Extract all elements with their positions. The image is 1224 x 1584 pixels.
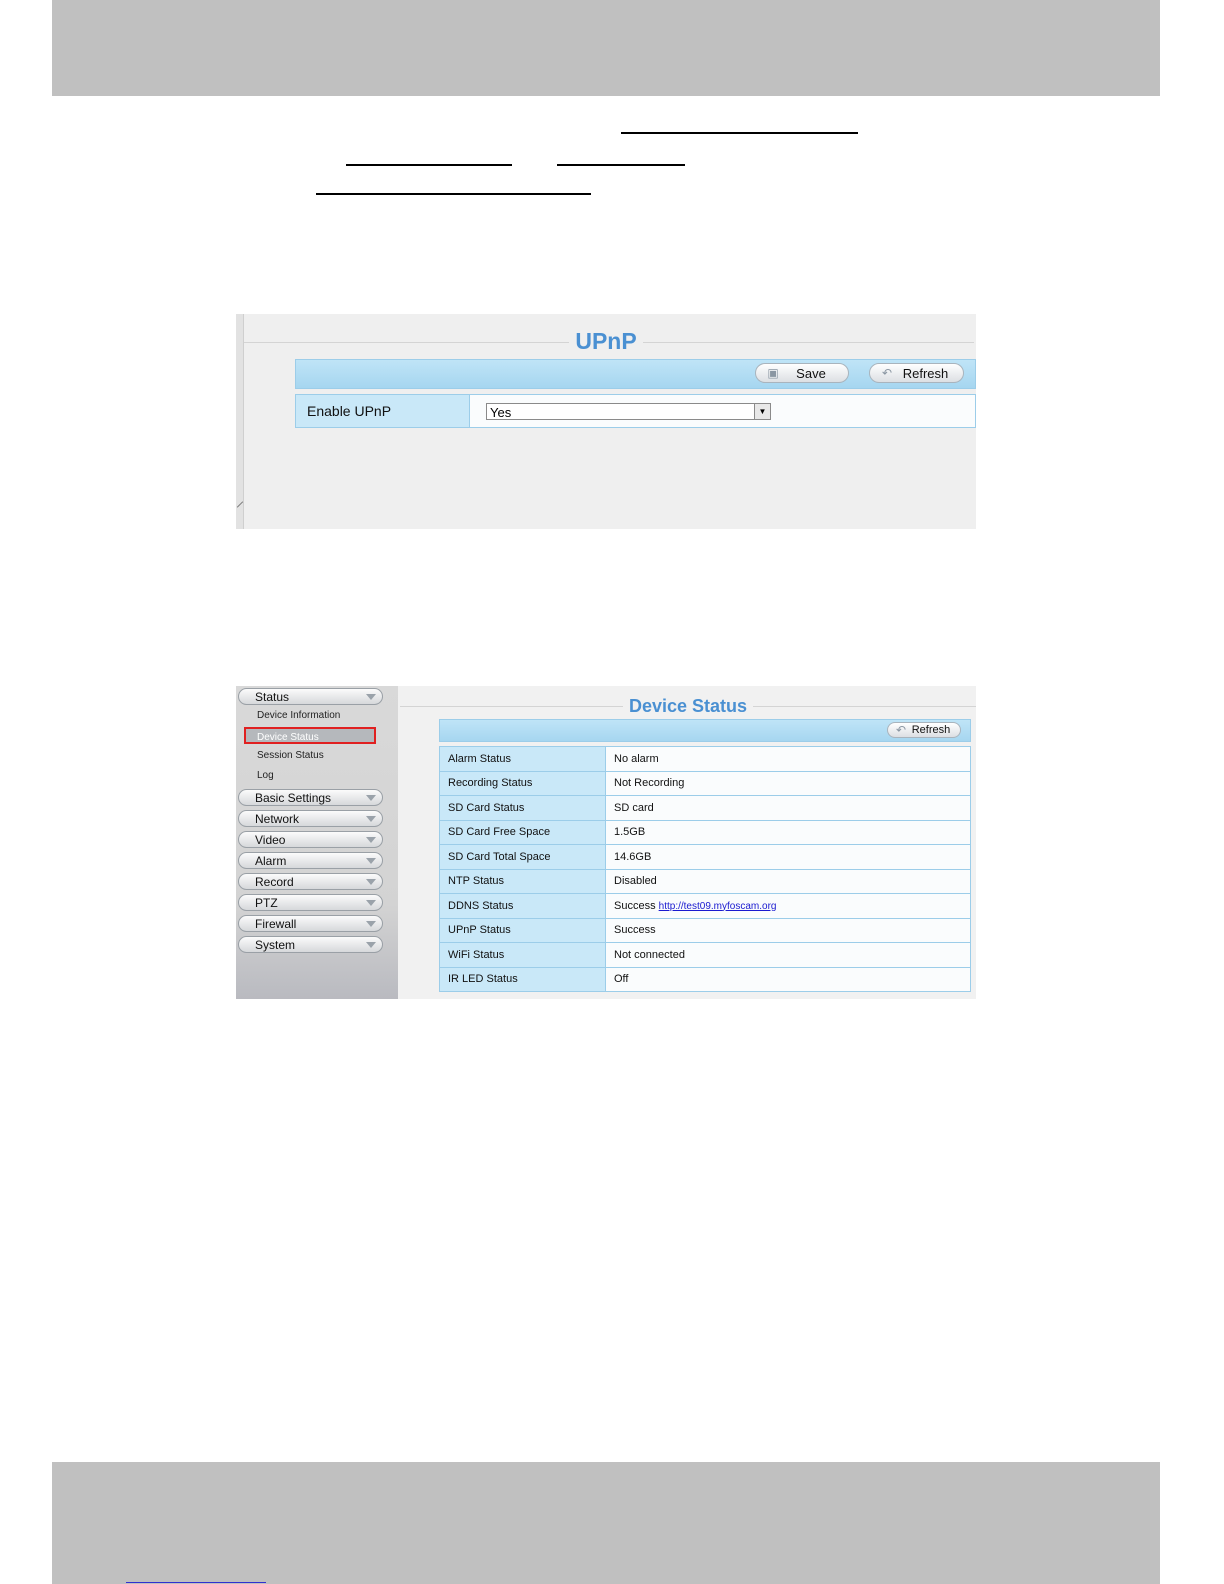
device-status-title xyxy=(400,696,976,717)
sidebar-subitem-device-information[interactable]: Device Information xyxy=(257,710,341,721)
table-row xyxy=(440,796,971,821)
chevron-down-icon xyxy=(366,837,376,843)
status-value: Success xyxy=(606,918,971,943)
status-value: Not connected xyxy=(606,943,971,968)
status-value: SD card xyxy=(606,796,971,821)
underlined-text-3 xyxy=(557,164,685,166)
sidebar-item-label: Record xyxy=(255,875,294,889)
sidebar xyxy=(236,686,398,999)
table-row xyxy=(440,894,971,919)
upnp-panel xyxy=(236,314,976,529)
enable-upnp-label: Enable UPnP xyxy=(296,395,470,427)
chevron-down-icon xyxy=(366,942,376,948)
sidebar-item-network[interactable] xyxy=(238,810,383,827)
device-status-panel xyxy=(236,686,976,999)
status-key: Alarm Status xyxy=(440,747,606,772)
header-band xyxy=(52,0,1160,96)
sidebar-item-status[interactable] xyxy=(238,688,383,705)
status-table xyxy=(439,746,971,992)
sidebar-subitem-session-status[interactable]: Session Status xyxy=(257,750,324,761)
underlined-text-2 xyxy=(346,164,512,166)
status-key: WiFi Status xyxy=(440,943,606,968)
status-key: NTP Status xyxy=(440,869,606,894)
device-status-toolbar xyxy=(439,719,971,742)
chevron-down-icon xyxy=(366,858,376,864)
save-button-label: Save xyxy=(796,365,826,381)
status-key: SD Card Total Space xyxy=(440,845,606,870)
chevron-down-icon xyxy=(366,816,376,822)
refresh-button[interactable] xyxy=(869,363,964,383)
sidebar-item-firewall[interactable] xyxy=(238,915,383,932)
status-value-cell xyxy=(606,894,971,919)
table-row xyxy=(440,747,971,772)
save-button[interactable] xyxy=(755,363,849,383)
refresh-button[interactable] xyxy=(887,722,961,738)
sidebar-item-label: Basic Settings xyxy=(255,791,332,805)
sidebar-item-basic-settings[interactable] xyxy=(238,789,383,806)
table-row xyxy=(440,967,971,992)
sidebar-item-label: PTZ xyxy=(255,896,278,910)
ddns-link[interactable]: http://test09.myfoscam.org xyxy=(658,900,777,912)
table-row xyxy=(440,845,971,870)
table-row xyxy=(440,820,971,845)
chevron-down-icon xyxy=(366,694,376,700)
chevron-down-icon xyxy=(366,921,376,927)
status-value: Off xyxy=(606,967,971,992)
sidebar-item-label: System xyxy=(255,938,296,952)
refresh-button-label: Refresh xyxy=(911,724,951,736)
table-row xyxy=(440,918,971,943)
device-status-title-text: Device Status xyxy=(623,696,753,716)
table-row xyxy=(440,771,971,796)
status-key: DDNS Status xyxy=(440,894,606,919)
sidebar-item-video[interactable] xyxy=(238,831,383,848)
chevron-down-icon[interactable]: ▼ xyxy=(754,404,770,419)
status-key: SD Card Status xyxy=(440,796,606,821)
underlined-text-1 xyxy=(621,132,858,134)
sidebar-subitem-device-status[interactable]: Device Status xyxy=(244,727,376,744)
upnp-toolbar xyxy=(295,359,976,389)
status-key: SD Card Free Space xyxy=(440,820,606,845)
upnp-title-text: UPnP xyxy=(569,328,642,354)
table-row xyxy=(440,943,971,968)
refresh-icon: ↶ xyxy=(881,366,893,380)
sidebar-item-label: Network xyxy=(255,812,300,826)
enable-upnp-row xyxy=(295,394,976,428)
enable-upnp-value: Yes xyxy=(490,405,512,420)
enable-upnp-select[interactable] xyxy=(486,403,771,420)
sidebar-item-label: Status xyxy=(255,690,290,704)
sidebar-item-label: Video xyxy=(255,833,286,847)
status-value: 14.6GB xyxy=(606,845,971,870)
sidebar-item-ptz[interactable] xyxy=(238,894,383,911)
status-value: Success xyxy=(614,899,656,912)
sidebar-item-system[interactable] xyxy=(238,936,383,953)
chevron-down-icon xyxy=(366,795,376,801)
status-key: Recording Status xyxy=(440,771,606,796)
status-key: IR LED Status xyxy=(440,967,606,992)
sidebar-subitem-log[interactable]: Log xyxy=(257,770,274,781)
status-value: No alarm xyxy=(606,747,971,772)
refresh-button-label: Refresh xyxy=(902,365,949,381)
status-value: 1.5GB xyxy=(606,820,971,845)
upnp-title xyxy=(236,328,976,355)
sidebar-item-record[interactable] xyxy=(238,873,383,890)
status-key: UPnP Status xyxy=(440,918,606,943)
status-value: Not Recording xyxy=(606,771,971,796)
status-value: Disabled xyxy=(606,869,971,894)
underlined-text-4 xyxy=(316,193,591,195)
refresh-icon: ↶ xyxy=(895,723,907,737)
sidebar-item-label: Firewall xyxy=(255,917,297,931)
footer-link-underline[interactable] xyxy=(126,1582,266,1583)
footer-band xyxy=(52,1462,1160,1584)
sidebar-item-alarm[interactable] xyxy=(238,852,383,869)
chevron-down-icon xyxy=(366,900,376,906)
table-row xyxy=(440,869,971,894)
chevron-down-icon xyxy=(366,879,376,885)
sidebar-item-label: Alarm xyxy=(255,854,287,868)
save-icon: ▣ xyxy=(767,366,779,380)
